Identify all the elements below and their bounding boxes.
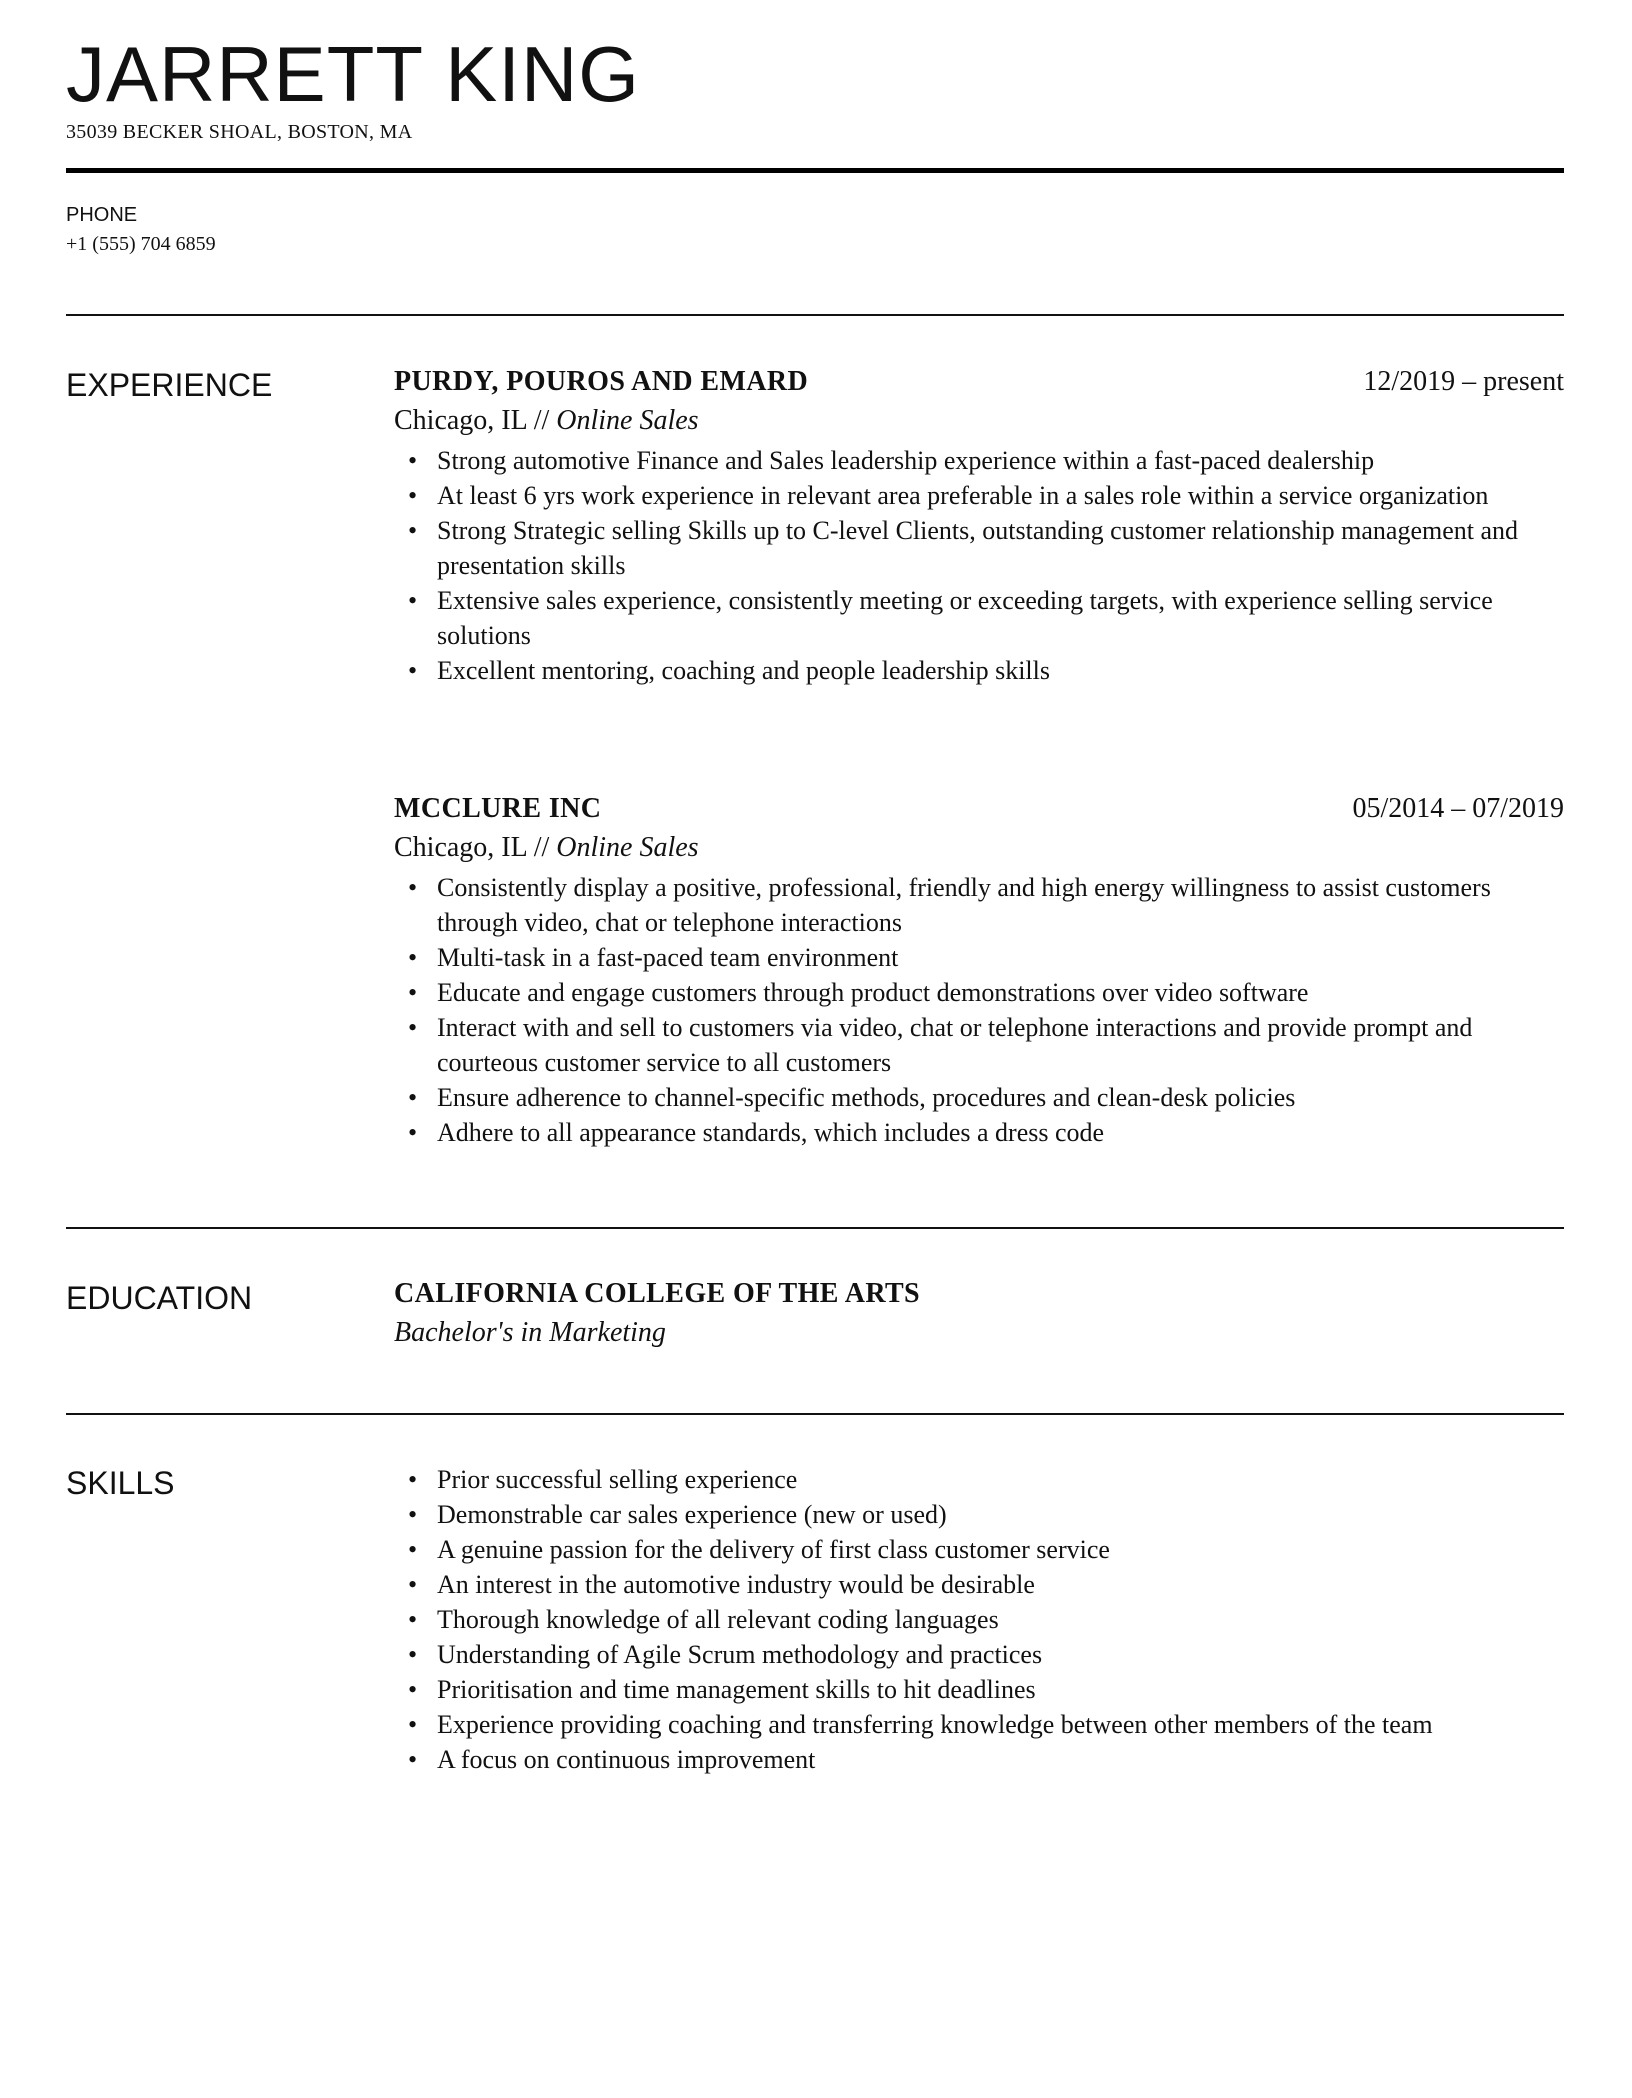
section-divider [66,314,1564,316]
education-entry [394,1275,1564,1353]
skills-entry [394,1462,1564,1777]
bullet-item: • Consistently display a positive, professional, friendly and high energy willingness to assist customers through video, chat or telephone interactions [394,870,1564,940]
skill-item: • Experience providing coaching and transferring knowledge between other members of the team [394,1707,1564,1742]
company-name: PURDY, POUROS AND EMARD [394,366,809,397]
address: 35039 BECKER SHOAL, BOSTON, MA [66,121,413,143]
skills-list [394,1462,1564,1777]
skill-item: • Prioritisation and time management skills to hit deadlines [394,1672,1564,1707]
skill-item: • Understanding of Agile Scrum methodology and practices [394,1637,1564,1672]
bullet-item: • Extensive sales experience, consistently meeting or exceeding targets, with experience selling service solutions [394,583,1564,653]
skills-heading: SKILLS [66,1465,175,1501]
bullet-item: • Multi-task in a fast-paced team environment [394,940,1564,975]
job-bullets [394,443,1564,688]
section-divider [66,1413,1564,1415]
job-dates: 12/2019 – present [1363,366,1564,397]
skill-item: • A focus on continuous improvement [394,1742,1564,1777]
job-separator: // [526,405,557,436]
bullet-item: • At least 6 yrs work experience in relevant area preferable in a sales role within a service organization [394,478,1564,513]
bullet-item: • Educate and engage customers through product demonstrations over video software [394,975,1564,1010]
job-header [394,790,1564,828]
job-location-line [394,401,1564,441]
candidate-name: JARRETT KING [66,30,640,118]
degree: Bachelor's in Marketing [394,1317,666,1348]
skill-item: • Demonstrable car sales experience (new or used) [394,1497,1564,1532]
header-divider [66,168,1564,173]
school-name: CALIFORNIA COLLEGE OF THE ARTS [394,1278,921,1309]
skill-item: • Prior successful selling experience [394,1462,1564,1497]
skill-item: • An interest in the automotive industry would be desirable [394,1567,1564,1602]
job-location: Chicago, IL [394,405,527,436]
section-divider [66,1227,1564,1229]
phone-number: +1 (555) 704 6859 [66,233,216,255]
bullet-item: • Ensure adherence to channel-specific methods, procedures and clean-desk policies [394,1080,1564,1115]
phone-label: PHONE [66,204,138,226]
job-location: Chicago, IL [394,832,527,863]
job-location-line [394,828,1564,868]
job-entry [394,790,1564,1150]
job-dates: 05/2014 – 07/2019 [1352,793,1564,824]
job-entry [394,363,1564,688]
bullet-item: • Interact with and sell to customers via video, chat or telephone interactions and provide prompt and courteous customer service to all customers [394,1010,1564,1080]
bullet-item: • Adhere to all appearance standards, which includes a dress code [394,1115,1564,1150]
bullet-item: • Excellent mentoring, coaching and people leadership skills [394,653,1564,688]
education-heading: EDUCATION [66,1280,253,1316]
job-role: Online Sales [556,405,699,436]
skill-item: • Thorough knowledge of all relevant coding languages [394,1602,1564,1637]
job-separator: // [526,832,557,863]
job-bullets [394,870,1564,1150]
experience-heading: EXPERIENCE [66,367,273,403]
bullet-item: • Strong automotive Finance and Sales leadership experience within a fast-paced dealership [394,443,1564,478]
company-name: MCCLURE INC [394,793,602,824]
skill-item: • A genuine passion for the delivery of first class customer service [394,1532,1564,1567]
job-role: Online Sales [556,832,699,863]
job-header [394,363,1564,401]
education-header [394,1275,1564,1313]
bullet-item: • Strong Strategic selling Skills up to C-level Clients, outstanding customer relationship management and presentation skills [394,513,1564,583]
